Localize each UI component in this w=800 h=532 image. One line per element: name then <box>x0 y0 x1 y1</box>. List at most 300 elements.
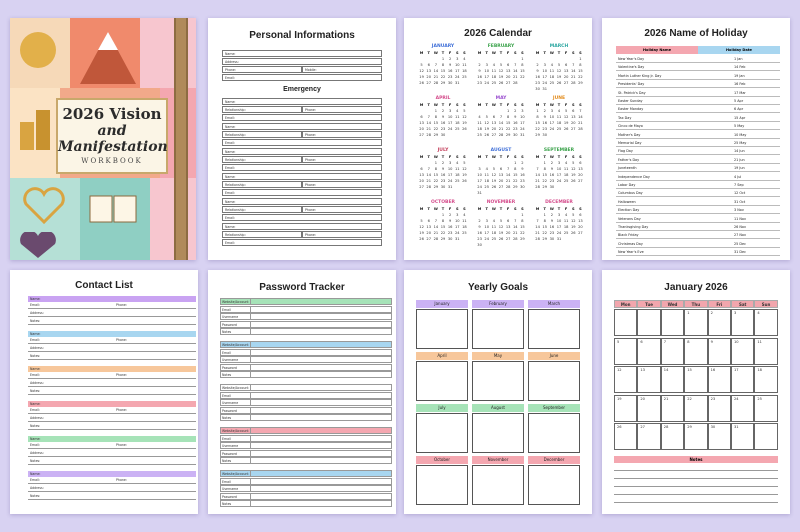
day-cell[interactable]: 1 <box>684 309 707 336</box>
day-cell[interactable]: 3 <box>478 167 481 171</box>
day-cell[interactable]: 9 <box>478 225 481 229</box>
day-cell[interactable]: 19 <box>419 231 424 235</box>
day-cell[interactable]: 13 <box>426 69 431 73</box>
day-cell[interactable]: 7 <box>514 219 517 223</box>
day-cell[interactable]: 4 <box>456 161 459 165</box>
day-cell[interactable]: 3 <box>550 109 553 113</box>
day-cell[interactable]: 24 <box>731 395 754 422</box>
day-cell[interactable]: 12 <box>419 69 424 73</box>
day-cell[interactable]: 13 <box>578 219 583 223</box>
day-cell[interactable]: 28 <box>426 133 431 137</box>
day-cell[interactable]: 29 <box>542 185 547 189</box>
password-field-row[interactable] <box>220 306 392 313</box>
day-cell[interactable]: 1 <box>441 57 445 61</box>
emergency-field[interactable]: Name: <box>222 223 382 230</box>
day-cell[interactable]: 5 <box>572 213 575 217</box>
day-cell[interactable]: 5 <box>614 338 637 365</box>
day-cell[interactable]: 15 <box>440 69 446 73</box>
day-cell[interactable]: 12 <box>462 115 467 119</box>
goal-box[interactable] <box>416 465 468 505</box>
day-cell[interactable]: 26 <box>570 179 576 183</box>
day-cell[interactable]: 8 <box>536 115 539 119</box>
contact-email-line[interactable]: Email: Phone: <box>28 443 196 449</box>
day-cell[interactable]: 3 <box>731 309 754 336</box>
day-cell[interactable]: 28 <box>661 423 684 450</box>
day-cell[interactable]: 31 <box>556 237 562 241</box>
day-cell[interactable]: 26 <box>419 237 424 241</box>
day-cell[interactable]: 21 <box>505 179 511 183</box>
day-cell[interactable]: 27 <box>570 127 576 131</box>
day-cell[interactable]: 6 <box>420 115 423 119</box>
day-cell[interactable]: 13 <box>419 173 424 177</box>
day-cell[interactable]: 11 <box>454 115 460 119</box>
note-line[interactable] <box>614 502 778 503</box>
password-field-row[interactable] <box>220 371 392 378</box>
day-cell[interactable]: 24 <box>447 179 453 183</box>
day-cell[interactable]: 15 <box>520 69 525 73</box>
day-cell[interactable]: 14 <box>505 173 511 177</box>
password-field-row[interactable] <box>220 313 392 320</box>
emergency-field[interactable]: Email: <box>222 214 382 221</box>
day-cell[interactable]: 6 <box>492 115 495 119</box>
day-cell[interactable]: 14 <box>661 366 684 393</box>
day-cell[interactable]: 15 <box>433 121 439 125</box>
day-cell[interactable]: 26 <box>491 185 497 189</box>
day-cell[interactable]: 20 <box>491 127 497 131</box>
day-cell[interactable]: 2 <box>441 161 445 165</box>
day-cell[interactable]: 31 <box>542 87 547 91</box>
day-cell[interactable]: 22 <box>520 231 525 235</box>
day-cell[interactable]: 30 <box>542 133 547 137</box>
day-cell[interactable]: 9 <box>550 219 553 223</box>
day-cell[interactable]: 9 <box>441 167 445 171</box>
day-cell[interactable]: 19 <box>498 231 504 235</box>
day-cell[interactable]: 18 <box>454 121 460 125</box>
day-cell[interactable]: 5 <box>572 161 575 165</box>
day-cell[interactable]: 16 <box>447 225 453 229</box>
day-cell[interactable]: 8 <box>514 167 517 171</box>
day-cell[interactable]: 23 <box>440 127 446 131</box>
day-cell[interactable]: 1 <box>543 161 546 165</box>
day-cell[interactable]: 25 <box>454 127 460 131</box>
day-cell[interactable]: 14 <box>512 225 518 229</box>
emergency-field[interactable]: Email: <box>222 114 382 121</box>
contact-name-bar[interactable] <box>28 401 196 407</box>
contact-name-bar[interactable] <box>28 366 196 372</box>
day-cell[interactable]: 12 <box>570 219 576 223</box>
day-cell[interactable]: 25 <box>549 81 555 85</box>
password-field-row[interactable] <box>220 399 392 406</box>
day-cell[interactable]: 16 <box>447 69 453 73</box>
day-cell[interactable]: 25 <box>477 133 482 137</box>
day-cell[interactable]: 27 <box>426 237 431 241</box>
day-cell[interactable]: 2 <box>441 109 445 113</box>
day-cell[interactable]: 8 <box>684 338 707 365</box>
day-cell[interactable]: 15 <box>684 366 707 393</box>
emergency-field[interactable]: Email: <box>222 139 382 146</box>
emergency-field[interactable]: Phone: <box>302 231 382 238</box>
day-cell[interactable]: 17 <box>454 225 460 229</box>
day-cell[interactable]: 5 <box>463 109 466 113</box>
day-cell[interactable]: 10 <box>556 219 562 223</box>
day-cell[interactable]: 7 <box>427 115 430 119</box>
day-cell[interactable]: 11 <box>549 69 555 73</box>
day-cell[interactable]: 27 <box>563 81 569 85</box>
password-field-row[interactable] <box>220 392 392 399</box>
password-field-row[interactable] <box>220 485 392 492</box>
day-cell[interactable]: 22 <box>535 127 540 131</box>
password-header-row[interactable] <box>220 427 392 434</box>
day-cell[interactable]: 30 <box>549 185 555 189</box>
day-cell[interactable]: 19 <box>563 121 569 125</box>
day-cell[interactable]: 28 <box>433 81 439 85</box>
day-cell[interactable]: 15 <box>440 225 446 229</box>
password-field-row[interactable] <box>220 414 392 421</box>
contact-notes-line[interactable]: Notes: <box>28 354 196 360</box>
day-cell[interactable]: 16 <box>440 173 446 177</box>
mobile-field[interactable]: Mobile: <box>302 66 382 73</box>
day-cell[interactable]: 13 <box>426 225 431 229</box>
password-header-row[interactable] <box>220 341 392 348</box>
day-cell[interactable]: 21 <box>512 75 518 79</box>
password-field-row[interactable] <box>220 321 392 328</box>
contact-name-bar[interactable] <box>28 436 196 442</box>
day-cell[interactable]: 2 <box>543 109 546 113</box>
day-cell[interactable]: 28 <box>498 133 504 137</box>
day-cell[interactable]: 10 <box>454 63 460 67</box>
contact-address-line[interactable]: Address: <box>28 416 196 422</box>
day-cell[interactable]: 1 <box>441 213 445 217</box>
day-cell[interactable]: 1 <box>434 161 437 165</box>
password-field-row[interactable] <box>220 364 392 371</box>
day-cell[interactable]: 9 <box>448 63 452 67</box>
day-cell[interactable]: 10 <box>454 219 460 223</box>
day-cell[interactable]: 10 <box>520 115 525 119</box>
day-cell[interactable]: 8 <box>434 167 437 171</box>
day-cell[interactable]: 10 <box>477 173 482 177</box>
day-cell[interactable]: 20 <box>498 179 504 183</box>
day-cell[interactable]: 10 <box>542 69 547 73</box>
password-header-row[interactable] <box>220 470 392 477</box>
day-cell[interactable]: 23 <box>447 75 453 79</box>
day-cell[interactable] <box>754 423 777 450</box>
phone-field[interactable]: Phone: <box>222 66 302 73</box>
day-cell[interactable]: 4 <box>463 57 466 61</box>
day-cell[interactable]: 8 <box>441 63 445 67</box>
day-cell[interactable]: 15 <box>535 121 540 125</box>
day-cell[interactable]: 18 <box>563 225 569 229</box>
day-cell[interactable]: 24 <box>542 81 547 85</box>
day-cell[interactable]: 16 <box>549 173 555 177</box>
day-cell[interactable]: 31 <box>447 185 453 189</box>
emergency-field[interactable]: Relationship: <box>222 231 302 238</box>
day-cell[interactable]: 2 <box>708 309 731 336</box>
goal-box[interactable] <box>416 413 468 453</box>
day-cell[interactable]: 17 <box>477 179 482 183</box>
day-cell[interactable]: 3 <box>485 63 488 67</box>
day-cell[interactable]: 10 <box>484 69 489 73</box>
day-cell[interactable]: 29 <box>433 133 439 137</box>
day-cell[interactable]: 5 <box>420 219 423 223</box>
day-cell[interactable]: 8 <box>543 167 546 171</box>
day-cell[interactable]: 18 <box>454 173 460 177</box>
day-cell[interactable]: 6 <box>564 63 568 67</box>
contact-email-line[interactable]: Email: Phone: <box>28 338 196 344</box>
day-cell[interactable]: 5 <box>463 161 466 165</box>
day-cell[interactable]: 18 <box>462 225 467 229</box>
day-cell[interactable]: 22 <box>433 179 439 183</box>
day-cell[interactable]: 8 <box>521 219 524 223</box>
day-cell[interactable]: 3 <box>557 161 561 165</box>
day-cell[interactable]: 17 <box>484 75 489 79</box>
day-cell[interactable]: 12 <box>491 173 497 177</box>
day-cell[interactable]: 2 <box>536 63 539 67</box>
day-cell[interactable]: 10 <box>731 338 754 365</box>
day-cell[interactable]: 7 <box>579 109 582 113</box>
emergency-field[interactable]: Name: <box>222 123 382 130</box>
day-cell[interactable]: 13 <box>637 366 660 393</box>
day-cell[interactable]: 21 <box>426 127 431 131</box>
day-cell[interactable]: 13 <box>570 115 576 119</box>
address-field[interactable]: Address: <box>222 58 382 65</box>
day-cell[interactable]: 7 <box>514 63 517 67</box>
day-cell[interactable]: 29 <box>578 81 583 85</box>
day-cell[interactable]: 2 <box>521 161 524 165</box>
day-cell[interactable]: 20 <box>570 121 576 125</box>
day-cell[interactable]: 18 <box>484 179 489 183</box>
day-cell[interactable]: 2 <box>448 57 452 61</box>
day-cell[interactable]: 13 <box>563 69 569 73</box>
emergency-field[interactable]: Phone: <box>302 131 382 138</box>
day-cell[interactable]: 14 <box>426 173 431 177</box>
day-cell[interactable] <box>614 309 637 336</box>
day-cell[interactable]: 4 <box>557 109 561 113</box>
day-cell[interactable]: 3 <box>456 213 459 217</box>
day-cell[interactable]: 24 <box>556 179 562 183</box>
password-field-row[interactable] <box>220 442 392 449</box>
day-cell[interactable]: 26 <box>484 133 489 137</box>
day-cell[interactable]: 2 <box>514 109 517 113</box>
day-cell[interactable]: 29 <box>505 133 511 137</box>
day-cell[interactable]: 30 <box>447 81 453 85</box>
day-cell[interactable]: 21 <box>512 231 518 235</box>
emergency-field[interactable]: Name: <box>222 198 382 205</box>
goal-box[interactable] <box>472 309 524 349</box>
goal-box[interactable] <box>472 465 524 505</box>
day-cell[interactable]: 30 <box>477 243 482 247</box>
day-cell[interactable]: 19 <box>570 225 576 229</box>
password-field-row[interactable] <box>220 435 392 442</box>
day-cell[interactable]: 12 <box>563 115 569 119</box>
day-cell[interactable]: 5 <box>564 109 568 113</box>
emergency-field[interactable]: Relationship: <box>222 156 302 163</box>
day-cell[interactable]: 28 <box>512 237 518 241</box>
password-header-row[interactable] <box>220 384 392 391</box>
day-cell[interactable]: 18 <box>477 127 482 131</box>
day-cell[interactable]: 14 <box>570 69 576 73</box>
day-cell[interactable]: 18 <box>754 366 777 393</box>
day-cell[interactable]: 23 <box>477 237 482 241</box>
day-cell[interactable]: 7 <box>536 219 539 223</box>
day-cell[interactable]: 25 <box>491 237 497 241</box>
day-cell[interactable]: 21 <box>433 75 439 79</box>
password-field-row[interactable] <box>220 349 392 356</box>
goal-box[interactable] <box>528 309 580 349</box>
contact-email-line[interactable]: Email: Phone: <box>28 373 196 379</box>
day-cell[interactable]: 6 <box>637 338 660 365</box>
day-cell[interactable]: 2 <box>550 213 553 217</box>
day-cell[interactable]: 21 <box>535 231 540 235</box>
day-cell[interactable]: 29 <box>535 133 540 137</box>
day-cell[interactable]: 30 <box>549 237 555 241</box>
day-cell[interactable]: 6 <box>572 109 575 113</box>
day-cell[interactable]: 23 <box>440 179 446 183</box>
day-cell[interactable]: 4 <box>492 63 495 67</box>
day-cell[interactable]: 11 <box>556 115 562 119</box>
day-cell[interactable]: 28 <box>578 127 583 131</box>
day-cell[interactable]: 16 <box>708 366 731 393</box>
day-cell[interactable]: 25 <box>754 395 777 422</box>
note-line[interactable] <box>614 470 778 471</box>
day-cell[interactable]: 19 <box>498 75 504 79</box>
name-field[interactable]: Name: <box>222 50 382 57</box>
goal-box[interactable] <box>528 361 580 401</box>
goal-box[interactable] <box>472 361 524 401</box>
day-cell[interactable]: 23 <box>542 127 547 131</box>
day-cell[interactable]: 7 <box>434 63 437 67</box>
day-cell[interactable]: 4 <box>456 109 459 113</box>
day-cell[interactable]: 26 <box>462 179 467 183</box>
day-cell[interactable]: 25 <box>563 231 569 235</box>
day-cell[interactable]: 6 <box>506 63 510 67</box>
day-cell[interactable]: 10 <box>484 225 489 229</box>
day-cell[interactable]: 22 <box>542 231 547 235</box>
day-cell[interactable]: 27 <box>578 231 583 235</box>
day-cell[interactable]: 23 <box>512 127 518 131</box>
day-cell[interactable]: 11 <box>462 219 467 223</box>
day-cell[interactable]: 21 <box>578 121 583 125</box>
day-cell[interactable]: 27 <box>637 423 660 450</box>
day-cell[interactable]: 30 <box>512 133 518 137</box>
day-cell[interactable]: 8 <box>579 63 582 67</box>
day-cell[interactable]: 4 <box>564 213 568 217</box>
day-cell[interactable]: 1 <box>579 57 582 61</box>
day-cell[interactable]: 19 <box>484 127 489 131</box>
day-cell[interactable]: 12 <box>614 366 637 393</box>
day-cell[interactable]: 14 <box>535 225 540 229</box>
day-cell[interactable]: 1 <box>536 109 539 113</box>
day-cell[interactable]: 25 <box>484 185 489 189</box>
day-cell[interactable]: 23 <box>708 395 731 422</box>
day-cell[interactable]: 26 <box>498 237 504 241</box>
day-cell[interactable]: 22 <box>440 75 446 79</box>
day-cell[interactable]: 22 <box>520 75 525 79</box>
day-cell[interactable]: 2 <box>448 213 452 217</box>
day-cell[interactable]: 15 <box>520 225 525 229</box>
day-cell[interactable]: 3 <box>485 219 488 223</box>
contact-name-bar[interactable] <box>28 471 196 477</box>
day-cell[interactable]: 22 <box>684 395 707 422</box>
day-cell[interactable]: 25 <box>462 231 467 235</box>
day-cell[interactable]: 9 <box>550 167 553 171</box>
day-cell[interactable]: 16 <box>512 121 518 125</box>
contact-notes-line[interactable]: Notes: <box>28 319 196 325</box>
day-cell[interactable]: 24 <box>556 231 562 235</box>
contact-email-line[interactable]: Email: Phone: <box>28 478 196 484</box>
day-cell[interactable]: 9 <box>543 115 546 119</box>
day-cell[interactable]: 28 <box>535 185 540 189</box>
day-cell[interactable]: 24 <box>454 75 460 79</box>
day-cell[interactable]: 14 <box>512 69 518 73</box>
day-cell[interactable]: 11 <box>563 167 569 171</box>
day-cell[interactable]: 16 <box>549 225 555 229</box>
day-cell[interactable]: 28 <box>433 237 439 241</box>
contact-address-line[interactable]: Address: <box>28 311 196 317</box>
day-cell[interactable]: 12 <box>484 121 489 125</box>
day-cell[interactable]: 16 <box>477 75 482 79</box>
day-cell[interactable]: 28 <box>570 81 576 85</box>
day-cell[interactable]: 14 <box>535 173 540 177</box>
day-cell[interactable]: 5 <box>499 63 503 67</box>
day-cell[interactable]: 1 <box>521 213 524 217</box>
day-cell[interactable]: 19 <box>462 121 467 125</box>
password-field-row[interactable] <box>220 457 392 464</box>
goal-box[interactable] <box>416 309 468 349</box>
day-cell[interactable]: 21 <box>498 127 504 131</box>
day-cell[interactable]: 11 <box>477 121 482 125</box>
day-cell[interactable]: 21 <box>661 395 684 422</box>
day-cell[interactable]: 26 <box>556 81 562 85</box>
day-cell[interactable]: 5 <box>485 115 488 119</box>
day-cell[interactable]: 4 <box>478 115 481 119</box>
day-cell[interactable]: 31 <box>454 81 460 85</box>
day-cell[interactable]: 12 <box>419 225 424 229</box>
day-cell[interactable]: 18 <box>563 173 569 177</box>
day-cell[interactable]: 31 <box>454 237 460 241</box>
day-cell[interactable]: 13 <box>505 69 511 73</box>
day-cell[interactable]: 17 <box>556 173 562 177</box>
day-cell[interactable]: 23 <box>549 179 555 183</box>
day-cell[interactable]: 6 <box>579 213 582 217</box>
contact-notes-line[interactable]: Notes: <box>28 389 196 395</box>
contact-address-line[interactable]: Address: <box>28 381 196 387</box>
day-cell[interactable]: 24 <box>549 127 555 131</box>
day-cell[interactable]: 22 <box>433 127 439 131</box>
day-cell[interactable]: 6 <box>420 167 423 171</box>
day-cell[interactable]: 6 <box>499 167 503 171</box>
contact-notes-line[interactable]: Notes: <box>28 494 196 500</box>
day-cell[interactable]: 7 <box>536 167 539 171</box>
day-cell[interactable]: 10 <box>549 115 555 119</box>
day-cell[interactable]: 2 <box>550 161 553 165</box>
day-cell[interactable]: 14 <box>433 225 439 229</box>
emergency-field[interactable]: Name: <box>222 98 382 105</box>
day-cell[interactable]: 22 <box>542 179 547 183</box>
day-cell[interactable]: 26 <box>563 127 569 131</box>
day-cell[interactable]: 7 <box>434 219 437 223</box>
day-cell[interactable]: 9 <box>441 115 445 119</box>
day-cell[interactable]: 18 <box>549 75 555 79</box>
day-cell[interactable]: 26 <box>570 231 576 235</box>
goal-box[interactable] <box>472 413 524 453</box>
day-cell[interactable]: 26 <box>419 81 424 85</box>
day-cell[interactable]: 27 <box>419 185 424 189</box>
password-field-row[interactable] <box>220 407 392 414</box>
day-cell[interactable]: 7 <box>427 167 430 171</box>
day-cell[interactable]: 23 <box>477 81 482 85</box>
day-cell[interactable]: 4 <box>754 309 777 336</box>
day-cell[interactable]: 17 <box>454 69 460 73</box>
